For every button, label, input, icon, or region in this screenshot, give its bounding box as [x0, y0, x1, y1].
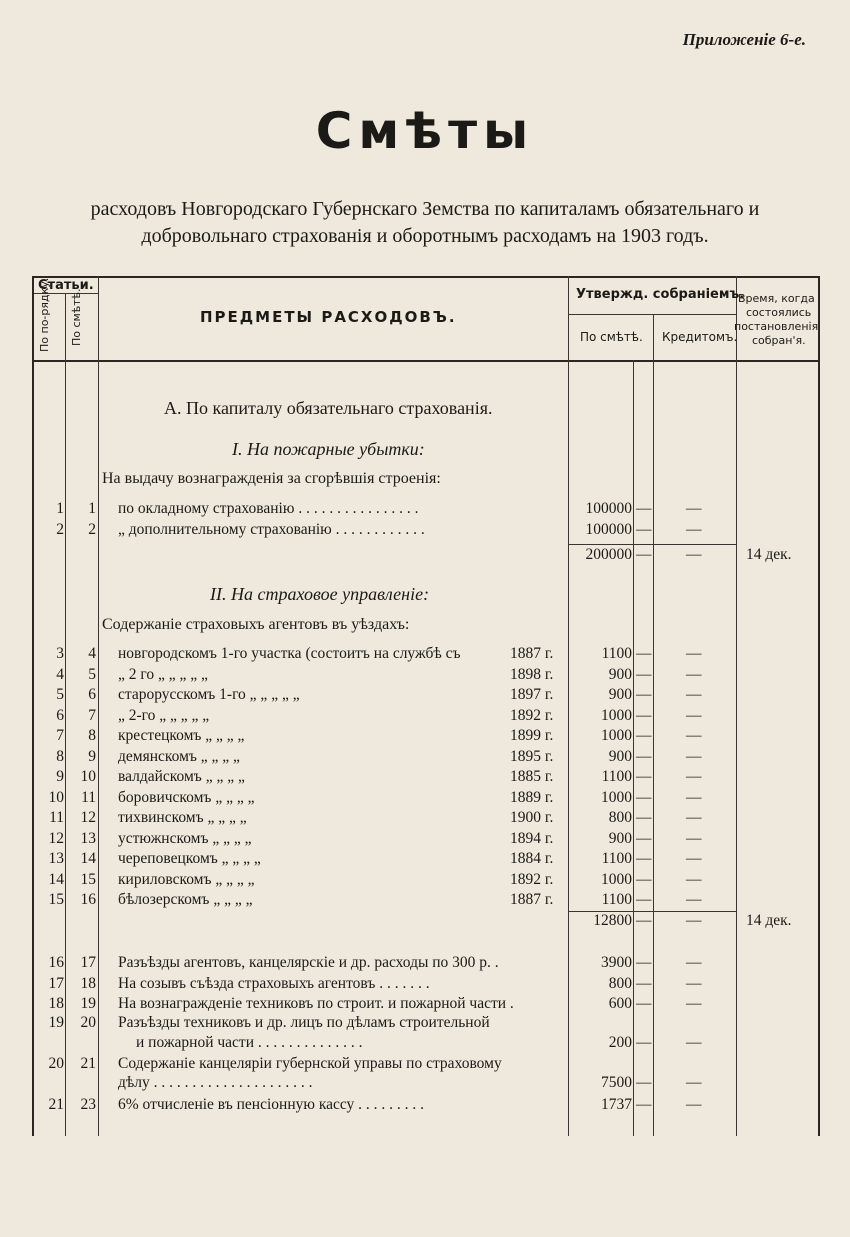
estimate-number: 15: [80, 870, 96, 888]
row-dash: —: [636, 1034, 652, 1051]
row-credit: —: [686, 850, 702, 867]
row-number: 20: [48, 1055, 64, 1072]
total-row: [0, 912, 850, 934]
row-credit: —: [686, 809, 702, 826]
estimate-number: 9: [88, 747, 96, 765]
row-number: 9: [56, 768, 64, 785]
row-credit: —: [686, 500, 702, 517]
row-number: 14: [48, 870, 64, 888]
row-credit: —: [686, 665, 702, 683]
estimate-number: 17: [80, 954, 96, 971]
row-number: 7: [56, 727, 64, 744]
service-since-year: 1892 г.: [510, 870, 554, 888]
row-description: Разъѣзды техниковъ и др. лицъ по дѣламъ строительной: [118, 1014, 490, 1031]
row-dash: —: [636, 727, 652, 744]
row-dash: —: [636, 665, 652, 683]
row-description: 6% отчисленіе въ пенсіонную кассу . . . . . . . . .: [118, 1096, 425, 1113]
row-description: новгородскомъ 1-го участка (состоитъ на службѣ съ: [118, 645, 461, 662]
row-description: череповецкомъ „ „ „ „: [118, 850, 261, 867]
table-row: [0, 850, 850, 872]
row-dash: —: [636, 645, 652, 662]
row-sum: 900: [608, 747, 632, 765]
row-credit: —: [686, 1074, 702, 1091]
table-row: [0, 975, 850, 997]
table-row: [0, 891, 850, 913]
row-credit: —: [686, 727, 702, 744]
row-dash: —: [636, 974, 652, 992]
header-po-smete-col: По смѣтѣ.: [580, 330, 643, 344]
row-number: 8: [56, 747, 64, 765]
row-description: устюжнскомъ „ „ „ „: [118, 829, 252, 847]
service-since-year: 1887 г.: [510, 645, 554, 662]
row-dash: —: [636, 521, 652, 538]
row-description: Содержаніе канцеляріи губернской управы по страховому: [118, 1055, 502, 1072]
estimate-number: 16: [80, 891, 96, 908]
total-row: [0, 546, 850, 568]
row-dash: —: [636, 870, 652, 888]
row-sum: 1100: [601, 645, 632, 662]
decision-date: 14 дек.: [746, 912, 792, 929]
row-sum: 900: [608, 665, 632, 683]
table-row: [0, 809, 850, 831]
service-since-year: 1889 г.: [510, 788, 554, 806]
table-row-continued: [0, 1074, 850, 1096]
row-description: старорусскомъ 1-го „ „ „ „ „: [118, 686, 300, 703]
row-credit: —: [686, 1034, 702, 1051]
estimate-number: 2: [88, 521, 96, 538]
row-description: На вознагражденіе техниковъ по строит. и пожарной части .: [118, 995, 514, 1012]
header-po-smete: По смѣтѣ.: [70, 288, 83, 346]
service-since-year: 1899 г.: [510, 727, 554, 744]
row-dash: —: [636, 768, 652, 785]
subsection-1-heading: На выдачу вознагражденія за сгорѣвшія строенія:: [102, 470, 441, 487]
row-sum: 800: [608, 974, 632, 992]
header-kreditom: Кредитомъ.: [662, 330, 738, 344]
header-stati: Статьи.: [38, 278, 94, 293]
row-credit: —: [686, 686, 702, 703]
row-dash: —: [636, 829, 652, 847]
row-credit: —: [686, 829, 702, 847]
header-po-poryadku: По по-рядку.: [38, 277, 51, 352]
row-number: 12: [48, 829, 64, 847]
row-number: 19: [48, 1014, 64, 1031]
row-description: На созывъ съѣзда страховыхъ агентовъ . . . . . . .: [118, 974, 430, 992]
service-since-year: 1892 г.: [510, 706, 554, 724]
row-description: кириловскомъ „ „ „ „: [118, 870, 255, 888]
table-row: [0, 830, 850, 852]
row-description: крестецкомъ „ „ „ „: [118, 727, 245, 744]
table-row: [0, 666, 850, 688]
row-credit: —: [686, 1096, 702, 1113]
estimate-number: 23: [80, 1096, 96, 1113]
row-dash: —: [636, 546, 652, 563]
row-number: 15: [48, 891, 64, 908]
row-number: 3: [56, 645, 64, 662]
row-sum: 1000: [601, 727, 632, 744]
table-row: [0, 748, 850, 770]
row-credit: —: [686, 645, 702, 662]
page-title: Смѣты: [315, 102, 535, 160]
service-since-year: 1884 г.: [510, 850, 554, 867]
row-credit: —: [686, 954, 702, 971]
section-a-heading: А. По капиталу обязательнаго страхованія.: [164, 398, 493, 418]
row-credit: —: [686, 995, 702, 1012]
row-credit: —: [686, 521, 702, 538]
row-sum: 1100: [601, 891, 632, 908]
row-dash: —: [636, 706, 652, 724]
estimate-number: 10: [80, 768, 96, 785]
row-sum: 1737: [601, 1096, 632, 1113]
row-number: 1: [56, 500, 64, 517]
estimate-number: 1: [88, 500, 96, 517]
estimate-number: 12: [80, 809, 96, 826]
row-sum: 200: [608, 1034, 632, 1051]
row-sum: 1000: [601, 788, 632, 806]
row-dash: —: [636, 1096, 652, 1113]
table-row: [0, 686, 850, 708]
service-since-year: 1887 г.: [510, 891, 554, 908]
row-credit: —: [686, 546, 702, 563]
row-description-continued: и пожарной части . . . . . . . . . . . . . .: [136, 1034, 363, 1051]
estimate-number: 20: [80, 1014, 96, 1031]
row-sum: 3900: [601, 954, 632, 971]
table-row: [0, 1096, 850, 1118]
appendix-label: Приложеніе 6-е.: [682, 30, 806, 49]
row-sum: 1100: [601, 768, 632, 785]
service-since-year: 1898 г.: [510, 665, 554, 683]
table-row: [0, 645, 850, 667]
table-row: [0, 727, 850, 749]
row-sum: 900: [608, 686, 632, 703]
section-1-heading: I. На пожарные убытки:: [232, 439, 425, 459]
row-number: 10: [48, 788, 64, 806]
estimate-number: 19: [80, 995, 96, 1012]
row-dash: —: [636, 747, 652, 765]
service-since-year: 1885 г.: [510, 768, 554, 785]
table-row-continued: [0, 1034, 850, 1056]
row-credit: —: [686, 870, 702, 888]
row-credit: —: [686, 706, 702, 724]
estimate-number: 7: [88, 706, 96, 724]
row-credit: —: [686, 768, 702, 785]
row-number: 5: [56, 686, 64, 703]
table-row: [0, 500, 850, 522]
row-credit: —: [686, 891, 702, 908]
service-since-year: 1895 г.: [510, 747, 554, 765]
row-sum: 1000: [601, 870, 632, 888]
row-credit: —: [686, 912, 702, 929]
row-description: демянскомъ „ „ „ „: [118, 747, 240, 765]
header-predmety: ПРЕДМЕТЫ РАСХОДОВЪ.: [200, 308, 457, 326]
row-description: по окладному страхованію . . . . . . . . . . . . . . . .: [118, 500, 419, 517]
row-dash: —: [636, 954, 652, 971]
table-row: [0, 1014, 850, 1036]
total-sum: 12800: [593, 912, 632, 929]
row-description: валдайскомъ „ „ „ „: [118, 768, 245, 785]
row-dash: —: [636, 500, 652, 517]
row-dash: —: [636, 809, 652, 826]
row-description: бѣлозерскомъ „ „ „ „: [118, 891, 253, 908]
row-sum: 600: [608, 995, 632, 1012]
row-credit: —: [686, 974, 702, 992]
row-sum: 1100: [601, 850, 632, 867]
table-row: [0, 707, 850, 729]
table-row: [0, 871, 850, 893]
estimate-number: 5: [88, 665, 96, 683]
table-row: [0, 768, 850, 790]
row-sum: 100000: [585, 521, 632, 538]
row-dash: —: [636, 995, 652, 1012]
row-sum: 7500: [601, 1074, 632, 1091]
subtitle-line-2: добровольнаго страхованія и оборотнымъ расходамъ на 1903 годъ.: [141, 225, 709, 247]
estimate-number: 6: [88, 686, 96, 703]
row-dash: —: [636, 912, 652, 929]
row-dash: —: [636, 788, 652, 806]
row-sum: 900: [608, 829, 632, 847]
row-credit: —: [686, 747, 702, 765]
row-description-continued: дѣлу . . . . . . . . . . . . . . . . . . . . .: [118, 1074, 313, 1091]
row-sum: 100000: [585, 500, 632, 517]
header-utverzhd: Утвержд. собраніемъ.: [576, 287, 745, 302]
estimate-number: 8: [88, 727, 96, 744]
subtitle-line-1: расходовъ Новгородскаго Губернскаго Земства по капиталамъ обязательнаго и: [90, 198, 760, 220]
row-credit: —: [686, 788, 702, 806]
row-number: 18: [48, 995, 64, 1012]
row-description: Разъѣзды агентовъ, канцелярскіе и др. расходы по 300 р. .: [118, 954, 499, 971]
section-2-heading: II. На страховое управленіе:: [210, 584, 430, 604]
row-number: 2: [56, 521, 64, 538]
estimate-number: 13: [80, 829, 96, 847]
row-sum: 1000: [601, 706, 632, 724]
decision-date: 14 дек.: [746, 546, 792, 563]
row-dash: —: [636, 891, 652, 908]
row-dash: —: [636, 686, 652, 703]
row-dash: —: [636, 1074, 652, 1091]
row-number: 6: [56, 706, 64, 724]
estimate-number: 14: [80, 850, 96, 867]
row-dash: —: [636, 850, 652, 867]
row-description: боровичскомъ „ „ „ „: [118, 788, 255, 806]
table-row: [0, 789, 850, 811]
row-description: „ дополнительному страхованію . . . . . . . . . . . .: [118, 521, 425, 538]
subsection-2-heading: Содержаніе страховыхъ агентовъ въ уѣздахъ:: [102, 616, 410, 633]
row-description: „ 2-го „ „ „ „ „: [118, 706, 210, 724]
service-since-year: 1894 г.: [510, 829, 554, 847]
service-since-year: 1900 г.: [510, 809, 554, 826]
row-number: 11: [49, 809, 64, 826]
estimate-number: 18: [80, 974, 96, 992]
row-number: 16: [48, 954, 64, 971]
total-sum: 200000: [585, 546, 632, 563]
row-sum: 800: [608, 809, 632, 826]
row-number: 4: [56, 665, 64, 683]
row-number: 13: [48, 850, 64, 867]
row-description: тихвинскомъ „ „ „ „: [118, 809, 247, 826]
estimate-number: 4: [88, 645, 96, 662]
row-description: „ 2 го „ „ „ „ „: [118, 665, 208, 683]
service-since-year: 1897 г.: [510, 686, 554, 703]
estimate-number: 21: [80, 1055, 96, 1072]
table-row: [0, 954, 850, 976]
table-row: [0, 521, 850, 543]
row-number: 17: [48, 974, 64, 992]
estimate-number: 11: [81, 788, 96, 806]
row-number: 21: [48, 1096, 64, 1113]
